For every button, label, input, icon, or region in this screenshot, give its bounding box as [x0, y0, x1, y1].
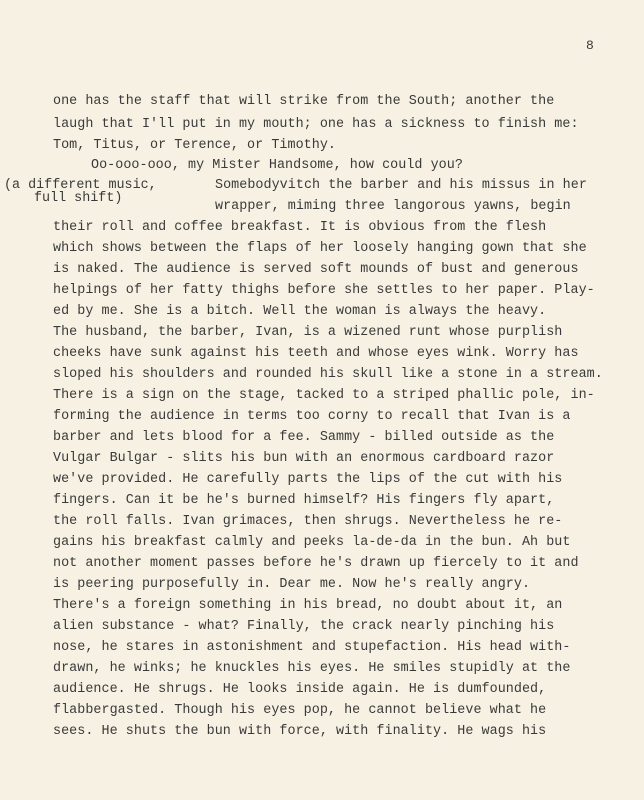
text-line: barber and lets blood for a fee. Sammy - billed outside as the — [53, 430, 555, 445]
text-line: is naked. The audience is served soft mounds of bust and generous — [53, 262, 579, 277]
text-line: Oo-ooo-ooo, my Mister Handsome, how could you? — [91, 158, 463, 173]
text-line: cheeks have sunk against his teeth and whose eyes wink. Worry has — [53, 346, 579, 361]
text-line: There's a foreign something in his bread, no doubt about it, an — [53, 598, 563, 613]
text-line: Vulgar Bulgar - slits his bun with an enormous cardboard razor — [53, 451, 555, 466]
text-line: fingers. Can it be he's burned himself? His fingers fly apart, — [53, 493, 555, 508]
text-line: Tom, Titus, or Terence, or Timothy. — [53, 138, 336, 153]
margin-note-line-2: full shift) — [34, 191, 123, 206]
text-line: gains his breakfast calmly and peeks la-de-da in the bun. Ah but — [53, 535, 571, 550]
text-line: which shows between the flaps of her loosely hanging gown that she — [53, 241, 587, 256]
text-line: is peering purposefully in. Dear me. Now he's really angry. — [53, 577, 531, 592]
text-line: not another moment passes before he's drawn up fiercely to it and — [53, 556, 579, 571]
text-line: flabbergasted. Though his eyes pop, he cannot believe what he — [53, 703, 547, 718]
margin-note-line-1: (a different music, — [4, 178, 157, 193]
text-line: alien substance - what? Finally, the crack nearly pinching his — [53, 619, 555, 634]
text-line: wrapper, miming three langorous yawns, begin — [215, 199, 571, 214]
text-line: sloped his shoulders and rounded his skull like a stone in a stream. — [53, 367, 603, 382]
text-line: audience. He shrugs. He looks inside again. He is dumfounded, — [53, 682, 547, 697]
text-line: their roll and coffee breakfast. It is obvious from the flesh — [53, 220, 547, 235]
text-line: forming the audience in terms too corny to recall that Ivan is a — [53, 409, 571, 424]
page-number: 8 — [586, 38, 594, 53]
text-line: The husband, the barber, Ivan, is a wizened runt whose purplish — [53, 325, 563, 340]
text-line: one has the staff that will strike from the South; another the — [53, 94, 555, 109]
text-line: There is a sign on the stage, tacked to a striped phallic pole, in- — [53, 388, 595, 403]
text-line: the roll falls. Ivan grimaces, then shrugs. Nevertheless he re- — [53, 514, 563, 529]
text-line: nose, he stares in astonishment and stupefaction. His head with- — [53, 640, 571, 655]
text-line: helpings of her fatty thighs before she settles to her paper. Play- — [53, 283, 595, 298]
text-line: drawn, he winks; he knuckles his eyes. He smiles stupidly at the — [53, 661, 571, 676]
text-line: sees. He shuts the bun with force, with finality. He wags his — [53, 724, 547, 739]
text-line: laugh that I'll put in my mouth; one has a sickness to finish me: — [53, 117, 579, 132]
text-line: we've provided. He carefully parts the lips of the cut with his — [53, 472, 563, 487]
text-line: ed by me. She is a bitch. Well the woman is always the heavy. — [53, 304, 547, 319]
text-line: Somebodyvitch the barber and his missus in her — [215, 178, 587, 193]
